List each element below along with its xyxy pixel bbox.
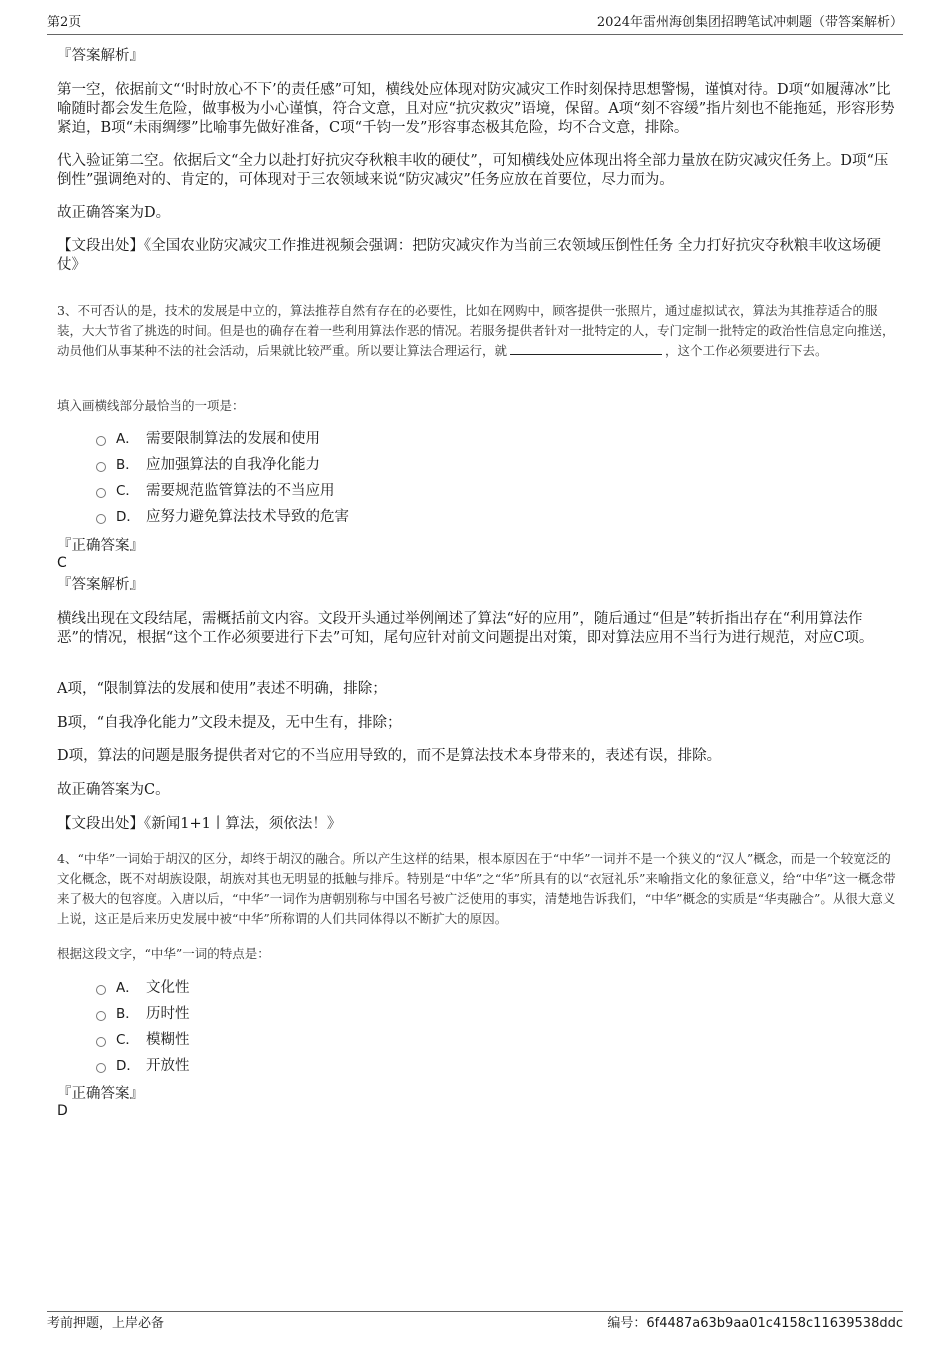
- q3-blank-line: [510, 342, 662, 355]
- q3-analysis-para5: 故正确答案为C。: [57, 782, 170, 798]
- page-header: [47, 14, 903, 35]
- radio-icon[interactable]: [96, 462, 106, 472]
- q3-stem-before: 3、不可否认的是，技术的发展是中立的，算法推荐自然有存在的必要性，比如在网购中，顾客提供一张照片，通过虚拟试衣，算法为其推荐适合的服装，大大节省了挑选的时间。但是也的确存在着一些利用算法作恶的情况。若服务提供者针对一批特定的人，专门定制一批特定的政治性信息定向推送，动员他们从事某种不法的社会活动，后果就比较严重。所以要让算法合理运行，就: [57, 303, 895, 358]
- q3-stem-after: ，这个工作必须要进行下去。: [665, 343, 828, 358]
- document-title: 2024年雷州海创集团招聘笔试冲刺题（带答案解析）: [596, 15, 903, 30]
- q3-source: 【文段出处】《新闻1+1丨算法，须依法！》: [57, 816, 342, 832]
- q2-source: 【文段出处】《全国农业防灾减灾工作推进视频会强调：把防灾减灾作为当前三农领域压倒性任务 全力打好抗灾夺秋粮丰收这场硬仗》: [57, 238, 881, 273]
- radio-icon[interactable]: [96, 985, 106, 995]
- radio-icon[interactable]: [96, 436, 106, 446]
- q4-stem: 4、“中华”一词始于胡汉的区分，却终于胡汉的融合。所以产生这样的结果，根本原因在于“中华”一词并不是一个狭义的“汉人”概念，而是一个较宽泛的文化概念，既不对胡族设限，胡族对其也无明显的抵触与排斥。特别是“中华”之“华”所具有的以“衣冠礼乐”来喻指文化的象征意义，给“中华”这一概念带来了极大的包容度。入唐以后，“中华”一词作为唐朝别称与中国名号被广泛使用的事实，清楚地告诉我们，“中华”概念的实质是“华夷融合”。从很大意义上说，这正是后来历史发展中被“中华”所称谓的人们共同体得以不断扩大的原因。: [57, 851, 896, 926]
- q3-option-c[interactable]: C． 需要规范监管算法的不当应用: [96, 482, 335, 500]
- q4-option-d[interactable]: D． 开放性: [96, 1057, 190, 1075]
- q3-analysis-para4: D项，算法的问题是服务提供者对它的不当应用导致的，而不是算法技术本身带来的，表述有误，排除。: [57, 748, 722, 764]
- q3-analysis-para1: 横线出现在文段结尾，需概括前文内容。文段开头通过举例阐述了算法“好的应用”，随后通过“但是”转折指出存在“利用算法作恶”的情况，根据“这个工作必须要进行下去”可知，尾句应针对前文问题提出对策，即对算法应用不当行为进行规范，对应C项。: [57, 611, 874, 646]
- footer-code: 6f4487a63b9aa01c4158c11639538ddc: [646, 1316, 903, 1331]
- q4-option-b[interactable]: B． 历时性: [96, 1005, 190, 1023]
- footer-code-label: 编号：: [607, 1316, 647, 1331]
- q4-option-a[interactable]: A． 文化性: [96, 979, 190, 997]
- page-footer: [47, 1311, 903, 1335]
- q2-analysis-label: 『答案解析』: [57, 48, 144, 64]
- q3-option-a[interactable]: A． 需要限制算法的发展和使用: [96, 430, 320, 448]
- q3-option-d[interactable]: D． 应努力避免算法技术导致的危害: [96, 508, 349, 526]
- footer-code-block: [607, 1315, 903, 1333]
- radio-icon[interactable]: [96, 488, 106, 498]
- q2-analysis-para2: 代入验证第二空。依据后文“全力以赴打好抗灾夺秋粮丰收的硬仗”，可知横线处应体现出将全部力量放在防灾减灾任务上。D项“压倒性”强调绝对的、肯定的，可体现对于三农领域来说“防灾减灾”任务应放在首要位，尽力而为。: [57, 153, 889, 188]
- q3-prompt: 填入画横线部分最恰当的一项是：: [57, 398, 245, 413]
- radio-icon[interactable]: [96, 1063, 106, 1073]
- q4-prompt: 根据这段文字，“中华”一词的特点是：: [57, 946, 270, 961]
- q3-analysis-label: 『答案解析』: [57, 577, 144, 593]
- q3-analysis-para2: A项，“限制算法的发展和使用”表述不明确，排除；: [57, 681, 387, 697]
- radio-icon[interactable]: [96, 514, 106, 524]
- page-number: 第2页: [47, 15, 82, 30]
- footer-slogan: 考前押题，上岸必备: [47, 1316, 165, 1331]
- q3-answer-label: 『正确答案』: [57, 538, 144, 554]
- q2-analysis-para3: 故正确答案为D。: [57, 205, 171, 221]
- q4-answer-label: 『正确答案』: [57, 1086, 144, 1102]
- q3-stem: [57, 301, 897, 361]
- q4-option-c[interactable]: C． 模糊性: [96, 1031, 190, 1049]
- q4-answer: D: [57, 1103, 68, 1119]
- q3-answer: C: [57, 555, 67, 571]
- q3-analysis-para3: B项，“自我净化能力”文段未提及，无中生有，排除；: [57, 715, 402, 731]
- radio-icon[interactable]: [96, 1037, 106, 1047]
- q2-analysis-para1: 第一空，依据前文“‘时时放心不下’的责任感”可知，横线处应体现对防灾减灾工作时刻保持思想警惕，谨慎对待。D项“如履薄冰”比喻随时都会发生危险，做事极为小心谨慎，符合文意，且对应“抗灾救灾”语境，保留。A项“刻不容缓”指片刻也不能拖延，形容形势紧迫，B项“未雨绸缪”比喻事先做好准备，C项“千钧一发”形容事态极其危险，均不合文意，排除。: [57, 82, 895, 136]
- radio-icon[interactable]: [96, 1011, 106, 1021]
- q3-option-b[interactable]: B． 应加强算法的自我净化能力: [96, 456, 320, 474]
